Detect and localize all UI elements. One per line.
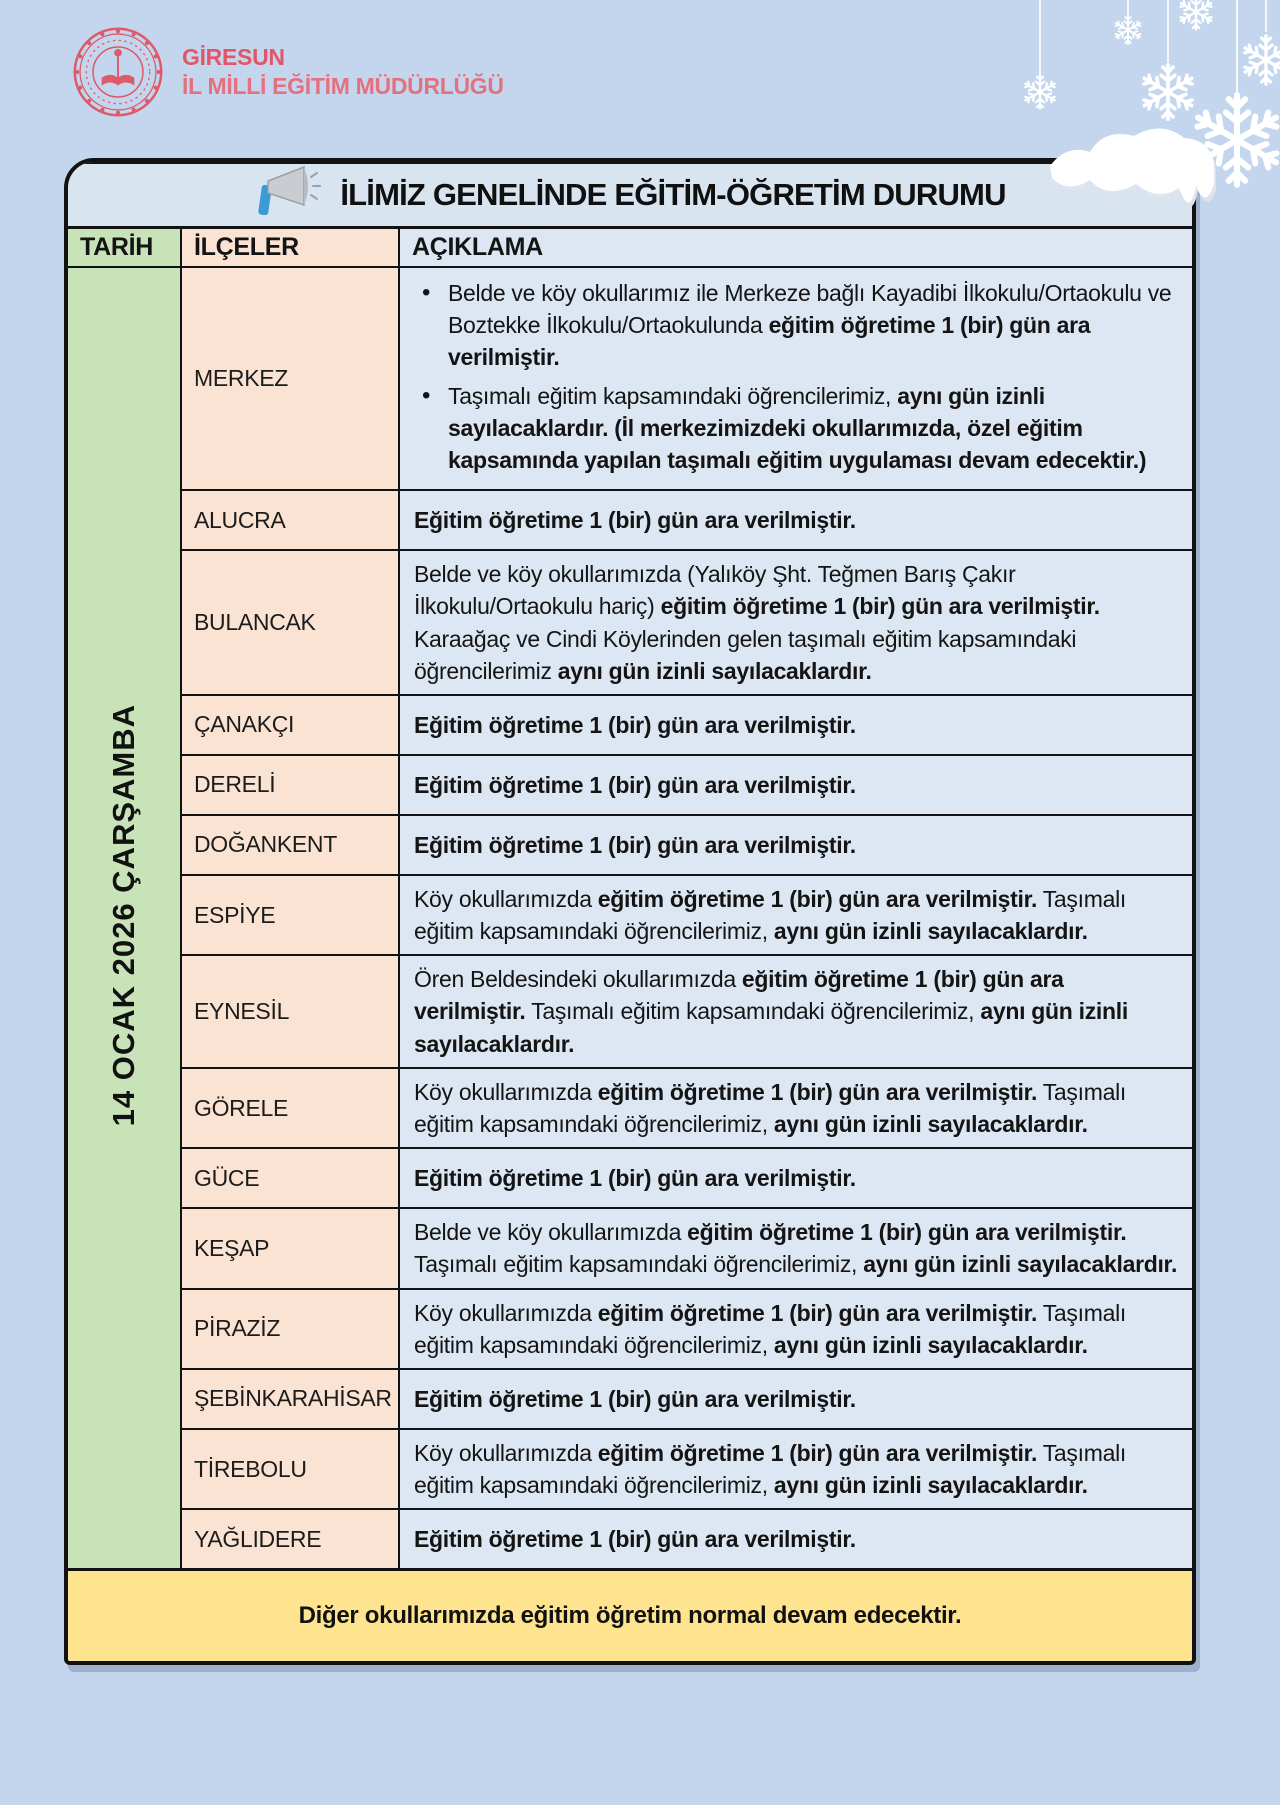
description-text: Eğitim öğretime 1 (bir) gün ara verilmiştir. <box>414 1165 856 1192</box>
description-text: Köy okullarımızda eğitim öğretime 1 (bir) gün ara verilmiştir. Taşımalı eğitim kapsamındaki öğrencilerimiz, aynı gün izinli sayılacaklardır. <box>414 1299 1126 1358</box>
column-header-tarih: TARİH <box>68 227 181 267</box>
district-description <box>399 1429 1192 1509</box>
org-name-province: GİRESUN <box>182 44 285 71</box>
org-name-directorate: İL MİLLİ EĞİTİM MÜDÜRLÜĞÜ <box>182 73 504 99</box>
org-titles <box>182 43 504 101</box>
description-text: Belde ve köy okullarımızda eğitim öğretime 1 (bir) gün ara verilmiştir. Taşımalı eğitim kapsamındaki öğrencilerimiz, aynı gün izinli sayılacaklardır. <box>414 1219 1178 1278</box>
district-description <box>399 1369 1192 1429</box>
table-row <box>68 1289 1192 1369</box>
table-row <box>68 1429 1192 1509</box>
district-name: ALUCRA <box>181 490 399 550</box>
table-row <box>68 267 1192 490</box>
table-row <box>68 1148 1192 1208</box>
table-row <box>68 695 1192 755</box>
district-name: DERELİ <box>181 755 399 815</box>
table-row <box>68 550 1192 695</box>
title-row <box>68 163 1192 227</box>
district-description <box>399 1208 1192 1288</box>
education-status-table <box>68 162 1192 1661</box>
column-header-ilceler: İLÇELER <box>181 227 399 267</box>
district-name: KEŞAP <box>181 1208 399 1288</box>
district-name: BULANCAK <box>181 550 399 695</box>
district-name: GÖRELE <box>181 1068 399 1148</box>
district-description <box>399 955 1192 1068</box>
table-footer-rows <box>68 1569 1192 1661</box>
district-name: PİRAZİZ <box>181 1289 399 1369</box>
district-name: ŞEBİNKARAHİSAR <box>181 1369 399 1429</box>
district-name: EYNESİL <box>181 955 399 1068</box>
description-text: Eğitim öğretime 1 (bir) gün ara verilmiştir. <box>414 711 856 738</box>
footer-note-cell <box>68 1569 1192 1661</box>
table-row <box>68 490 1192 550</box>
district-name: YAĞLIDERE <box>181 1509 399 1569</box>
board-title: İLİMİZ GENELİNDE EĞİTİM-ÖĞRETİM DURUMU <box>340 176 1006 212</box>
district-name: DOĞANKENT <box>181 815 399 875</box>
description-text: Eğitim öğretime 1 (bir) gün ara verilmiştir. <box>414 507 856 534</box>
table-head-rows <box>68 163 1192 267</box>
footer-row <box>68 1569 1192 1661</box>
description-text: Eğitim öğretime 1 (bir) gün ara verilmiştir. <box>414 831 856 858</box>
district-description <box>399 695 1192 755</box>
district-name: TİREBOLU <box>181 1429 399 1509</box>
district-description <box>399 267 1192 490</box>
table-row <box>68 955 1192 1068</box>
board-title-cell <box>68 163 1192 227</box>
district-description <box>399 490 1192 550</box>
district-name: ÇANAKÇI <box>181 695 399 755</box>
table-row <box>68 1208 1192 1288</box>
district-name: ESPİYE <box>181 875 399 955</box>
table-row <box>68 875 1192 955</box>
district-description <box>399 815 1192 875</box>
column-header-row <box>68 227 1192 267</box>
description-text: Eğitim öğretime 1 (bir) gün ara verilmiştir. <box>414 1525 856 1552</box>
description-text: Köy okullarımızda eğitim öğretime 1 (bir) gün ara verilmiştir. Taşımalı eğitim kapsamındaki öğrencilerimiz, aynı gün izinli sayılacaklardır. <box>414 1439 1126 1499</box>
district-description <box>399 1509 1192 1569</box>
district-description <box>399 1289 1192 1369</box>
meb-seal-icon <box>70 24 166 120</box>
description-text: Ören Beldesindeki okullarımızda eğitim öğretime 1 (bir) gün ara verilmiştir. Taşımalı eğitim kapsamındaki öğrencilerimiz, aynı gün izinli sayılacaklardır. <box>414 966 1128 1057</box>
district-name: GÜCE <box>181 1148 399 1208</box>
description-text: Köy okullarımızda eğitim öğretime 1 (bir) gün ara verilmiştir. Taşımalı eğitim kapsamındaki öğrencilerimiz, aynı gün izinli sayılacaklardır. <box>414 885 1126 945</box>
megaphone-icon <box>254 165 326 221</box>
description-text: Köy okullarımızda eğitim öğretime 1 (bir) gün ara verilmiştir. Taşımalı eğitim kapsamındaki öğrencilerimiz, aynı gün izinli sayılacaklardır. <box>414 1078 1126 1137</box>
district-description <box>399 550 1192 695</box>
description-text: Eğitim öğretime 1 (bir) gün ara verilmiştir. <box>414 771 856 798</box>
table-row <box>68 1509 1192 1569</box>
district-description <box>399 875 1192 955</box>
description-text: Belde ve köy okullarımızda (Yalıköy Şht. Teğmen Barış Çakır İlkokulu/Ortaokulu hariç) eğitim öğretime 1 (bir) gün ara verilmiştir. Karaağaç ve Cindi Köylerinden gelen taşımalı eğitim kapsamındaki öğrencilerimiz aynı gün izinli sayılacaklardır. <box>414 561 1100 684</box>
org-header <box>70 24 504 120</box>
column-header-aciklama: AÇIKLAMA <box>399 227 1192 267</box>
district-description <box>399 755 1192 815</box>
date-cell <box>68 267 181 1569</box>
district-rows <box>68 267 1192 1569</box>
table-row <box>68 1369 1192 1429</box>
table-row <box>68 1068 1192 1148</box>
description-bullet: • Belde ve köy okullarımız ile Merkeze bağlı Kayadibi İlkokulu/Ortaokulu ve Boztekke İlkokulu/Ortaokulunda eğitim öğretime 1 (bir) gün ara verilmiştir. <box>414 277 1178 374</box>
district-description <box>399 1068 1192 1148</box>
date-label: 14 OCAK 2026 ÇARŞAMBA <box>106 704 141 1127</box>
district-description <box>399 1148 1192 1208</box>
table-row <box>68 755 1192 815</box>
footer-note: Diğer okullarımızda eğitim öğretim normal devam edecektir. <box>298 1602 962 1630</box>
table-row <box>68 815 1192 875</box>
description-text: Eğitim öğretime 1 (bir) gün ara verilmiştir. <box>414 1385 856 1412</box>
district-name: MERKEZ <box>181 267 399 490</box>
status-table <box>64 158 1196 1665</box>
description-bullet: • Taşımalı eğitim kapsamındaki öğrencilerimiz, aynı gün izinli sayılacaklardır. (İl merkezimizdeki okullarımızda, özel eğitim kapsamında yapılan taşımalı eğitim uygulaması devam edecektir.) <box>414 380 1178 477</box>
